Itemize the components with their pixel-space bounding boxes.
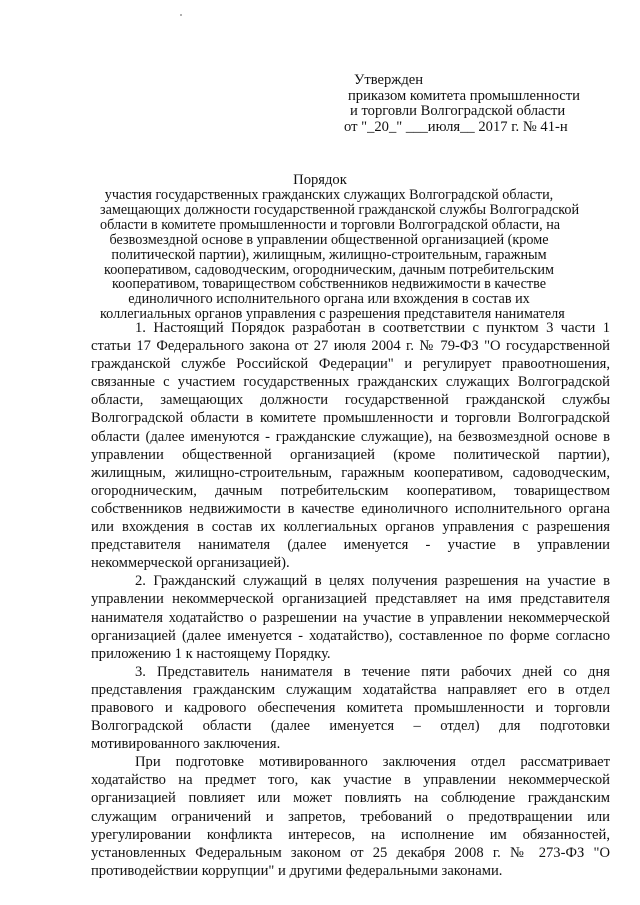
subtitle-line: коллегиальных органов управления с разрешения представителя нанимателя (100, 306, 565, 323)
subtitle-line: области в комитете промышленности и торговли Волгоградской области, на (100, 216, 561, 233)
subtitle-line: участия государственных гражданских служащих Волгоградской области, (104, 187, 554, 203)
approval-line: и торговли Волгоградской области (350, 103, 566, 119)
subtitle-line: кооперативом, товариществом собственников недвижимости в качестве (111, 276, 546, 293)
subtitle-line: политической партии), жилищным, жилищно-строительным, гаражным (111, 246, 547, 263)
document-subtitle (100, 187, 580, 323)
subtitle-line: безвозмездной основе в управлении общественной организацией (кроме (109, 231, 549, 248)
document-title: Порядок (293, 172, 347, 188)
paragraph-3: 3. Представитель нанимателя в течение пяти рабочих дней со дня представления гражданским служащим ходатайства направляет его в отдел правового и кадрового обеспечения комитета промышленности и торговли Волгоградской области (далее именуется – отдел) для подготовки мотивированного заключения. (91, 663, 610, 753)
subtitle-line: единоличного исполнительного органа или вхождения в состав их (128, 291, 530, 308)
paragraph-4: При подготовке мотивированного заключения отдел рассматривает ходатайство на предмет того, как участие в управлении некоммерческой организацией повлияет или может повлиять на соблюдение гражданским служащим ограничений и запретов, требований о предотвращении или урегулировании конфликта интересов, на исполнение им обязанностей, установленных Федеральным законом от 25 декабря 2008 г. № 273-ФЗ "О противодействии коррупции" и другими федеральными законами. (91, 754, 610, 879)
approval-line: приказом комитета промышленности (348, 87, 580, 104)
approval-stamp-block (344, 73, 614, 135)
approval-line: Утвержден (354, 72, 424, 88)
subtitle-line: замещающих должности государственной гражданской службы Волгоградской (100, 201, 580, 218)
document-body (91, 319, 610, 880)
paragraph-1: 1. Настоящий Порядок разработан в соответствии с пунктом 3 части 1 статьи 17 Федерального закона от 27 июля 2004 г. № 79-ФЗ "О государственной гражданской службе Российской Федерации" и регулирует правоотношения, связанные с участием государственных гражданских служащих Волгоградской области, замещающих должности государственной гражданской службы Волгоградской области в комитете промышленности и торговли Волгоградской области (далее именуются - гражданские служащие), на безвозмездной основе в управлении общественной организацией (кроме политической партии), жилищным, жилищно-строительным, гаражным кооперативом, садоводческим, огородническим, дачным потребительским кооперативом, товариществом собственников недвижимости в качестве единоличного исполнительного органа или вхождения в состав их коллегиальных органов управления с разрешения представителя нанимателя (далее именуется - участие в управлении некоммерческой организацией). (91, 320, 610, 572)
approval-line: от "_20_" ___июля__ 2017 г. № 41-н (344, 118, 568, 135)
subtitle-line: кооперативом, садоводческим, огородническим, дачным потребительским (104, 261, 554, 278)
scan-speck (180, 14, 182, 16)
paragraph-2: 2. Гражданский служащий в целях получения разрешения на участие в управлении некоммерческой организацией представляет на имя представителя нанимателя ходатайство о разрешении на участие в управлении некоммерческой организацией (далее именуется - ходатайство), составленное по форме согласно приложению 1 к настоящему Порядку. (91, 573, 610, 662)
